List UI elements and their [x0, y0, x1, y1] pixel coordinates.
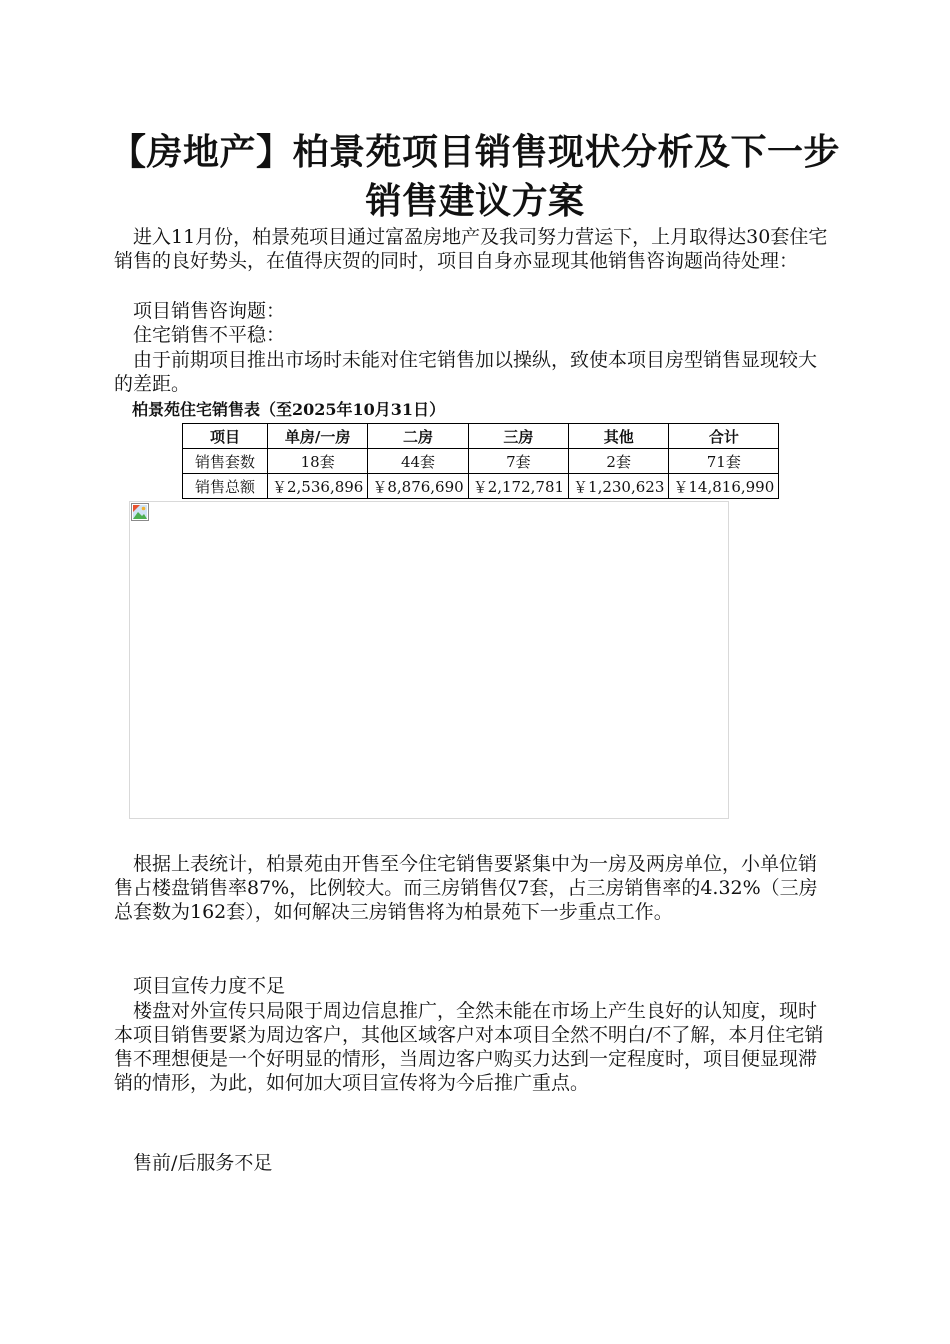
table-cell: ￥8,876,690: [368, 474, 468, 499]
issue1-heading: 住宅销售不平稳：: [133, 324, 286, 346]
document-title: [100, 128, 850, 226]
table-cell: ￥14,816,990: [669, 474, 779, 499]
table-row: [183, 449, 779, 474]
title-line-1: 【房地产】柏景苑项目销售现状分析及下一步: [109, 131, 840, 173]
table-cell: ￥2,536,896: [268, 474, 368, 499]
table-cell: ￥2,172,781: [468, 474, 568, 499]
table-header-row: [183, 424, 779, 449]
table-cell: ￥1,230,623: [569, 474, 669, 499]
issue1-paragraph: 由于前期项目推出市场时未能对住宅销售加以操纵，致使本项目房型销售显现较大的差距。: [114, 349, 818, 395]
table-cell: 7套: [468, 449, 568, 474]
table-cell: 44套: [368, 449, 468, 474]
section-issues-heading: 项目销售咨询题：: [133, 300, 286, 322]
issue2-paragraph: 楼盘对外宣传只局限于周边信息推广，全然未能在市场上产生良好的认知度，现时本项目销售要紧为周边客户，其他区域客户对本项目全然不明白/不了解，本月住宅销售不理想便是一个好明显的情形，当周边客户购买力达到一定程度时，项目便显现滞销的情形，为此，如何加大项目宣传将为今后推广重点。: [114, 1000, 824, 1094]
table-cell: 71套: [669, 449, 779, 474]
table-header-cell: 其他: [569, 424, 669, 449]
analysis-paragraph: 根据上表统计，柏景苑由开售至今住宅销售要紧集中为一房及两房单位，小单位销售占楼盘销售率87%，比例较大。而三房销售仅7套，占三房销售率的4.32%（三房总套数为162套），如何解决三房销售将为柏景苑下一步重点工作。: [114, 853, 818, 923]
intro-paragraph: 进入11月份，柏景苑项目通过富盈房地产及我司努力营运下，上月取得达30套住宅销售的良好势头，在值得庆贺的同时，项目自身亦显现其他销售咨询题尚待处理：: [114, 226, 828, 272]
issue2-heading: 项目宣传力度不足: [133, 975, 286, 997]
title-line-2: 销售建议方案: [365, 180, 585, 222]
image-placeholder: [129, 501, 729, 819]
table-row: [183, 474, 779, 499]
sales-table: [182, 423, 779, 499]
table-header-cell: 项目: [183, 424, 268, 449]
table-header-cell: 单房/一房: [268, 424, 368, 449]
table-header-cell: 三房: [468, 424, 568, 449]
issue3-heading: 售前/后服务不足: [133, 1152, 273, 1174]
table-cell: 18套: [268, 449, 368, 474]
table-caption: 柏景苑住宅销售表（至2025年10月31日）: [132, 400, 446, 419]
table-cell: 销售套数: [183, 449, 268, 474]
table-header-cell: 二房: [368, 424, 468, 449]
table-header-cell: 合计: [669, 424, 779, 449]
broken-image-icon: [131, 503, 149, 521]
table-cell: 销售总额: [183, 474, 268, 499]
table-cell: 2套: [569, 449, 669, 474]
